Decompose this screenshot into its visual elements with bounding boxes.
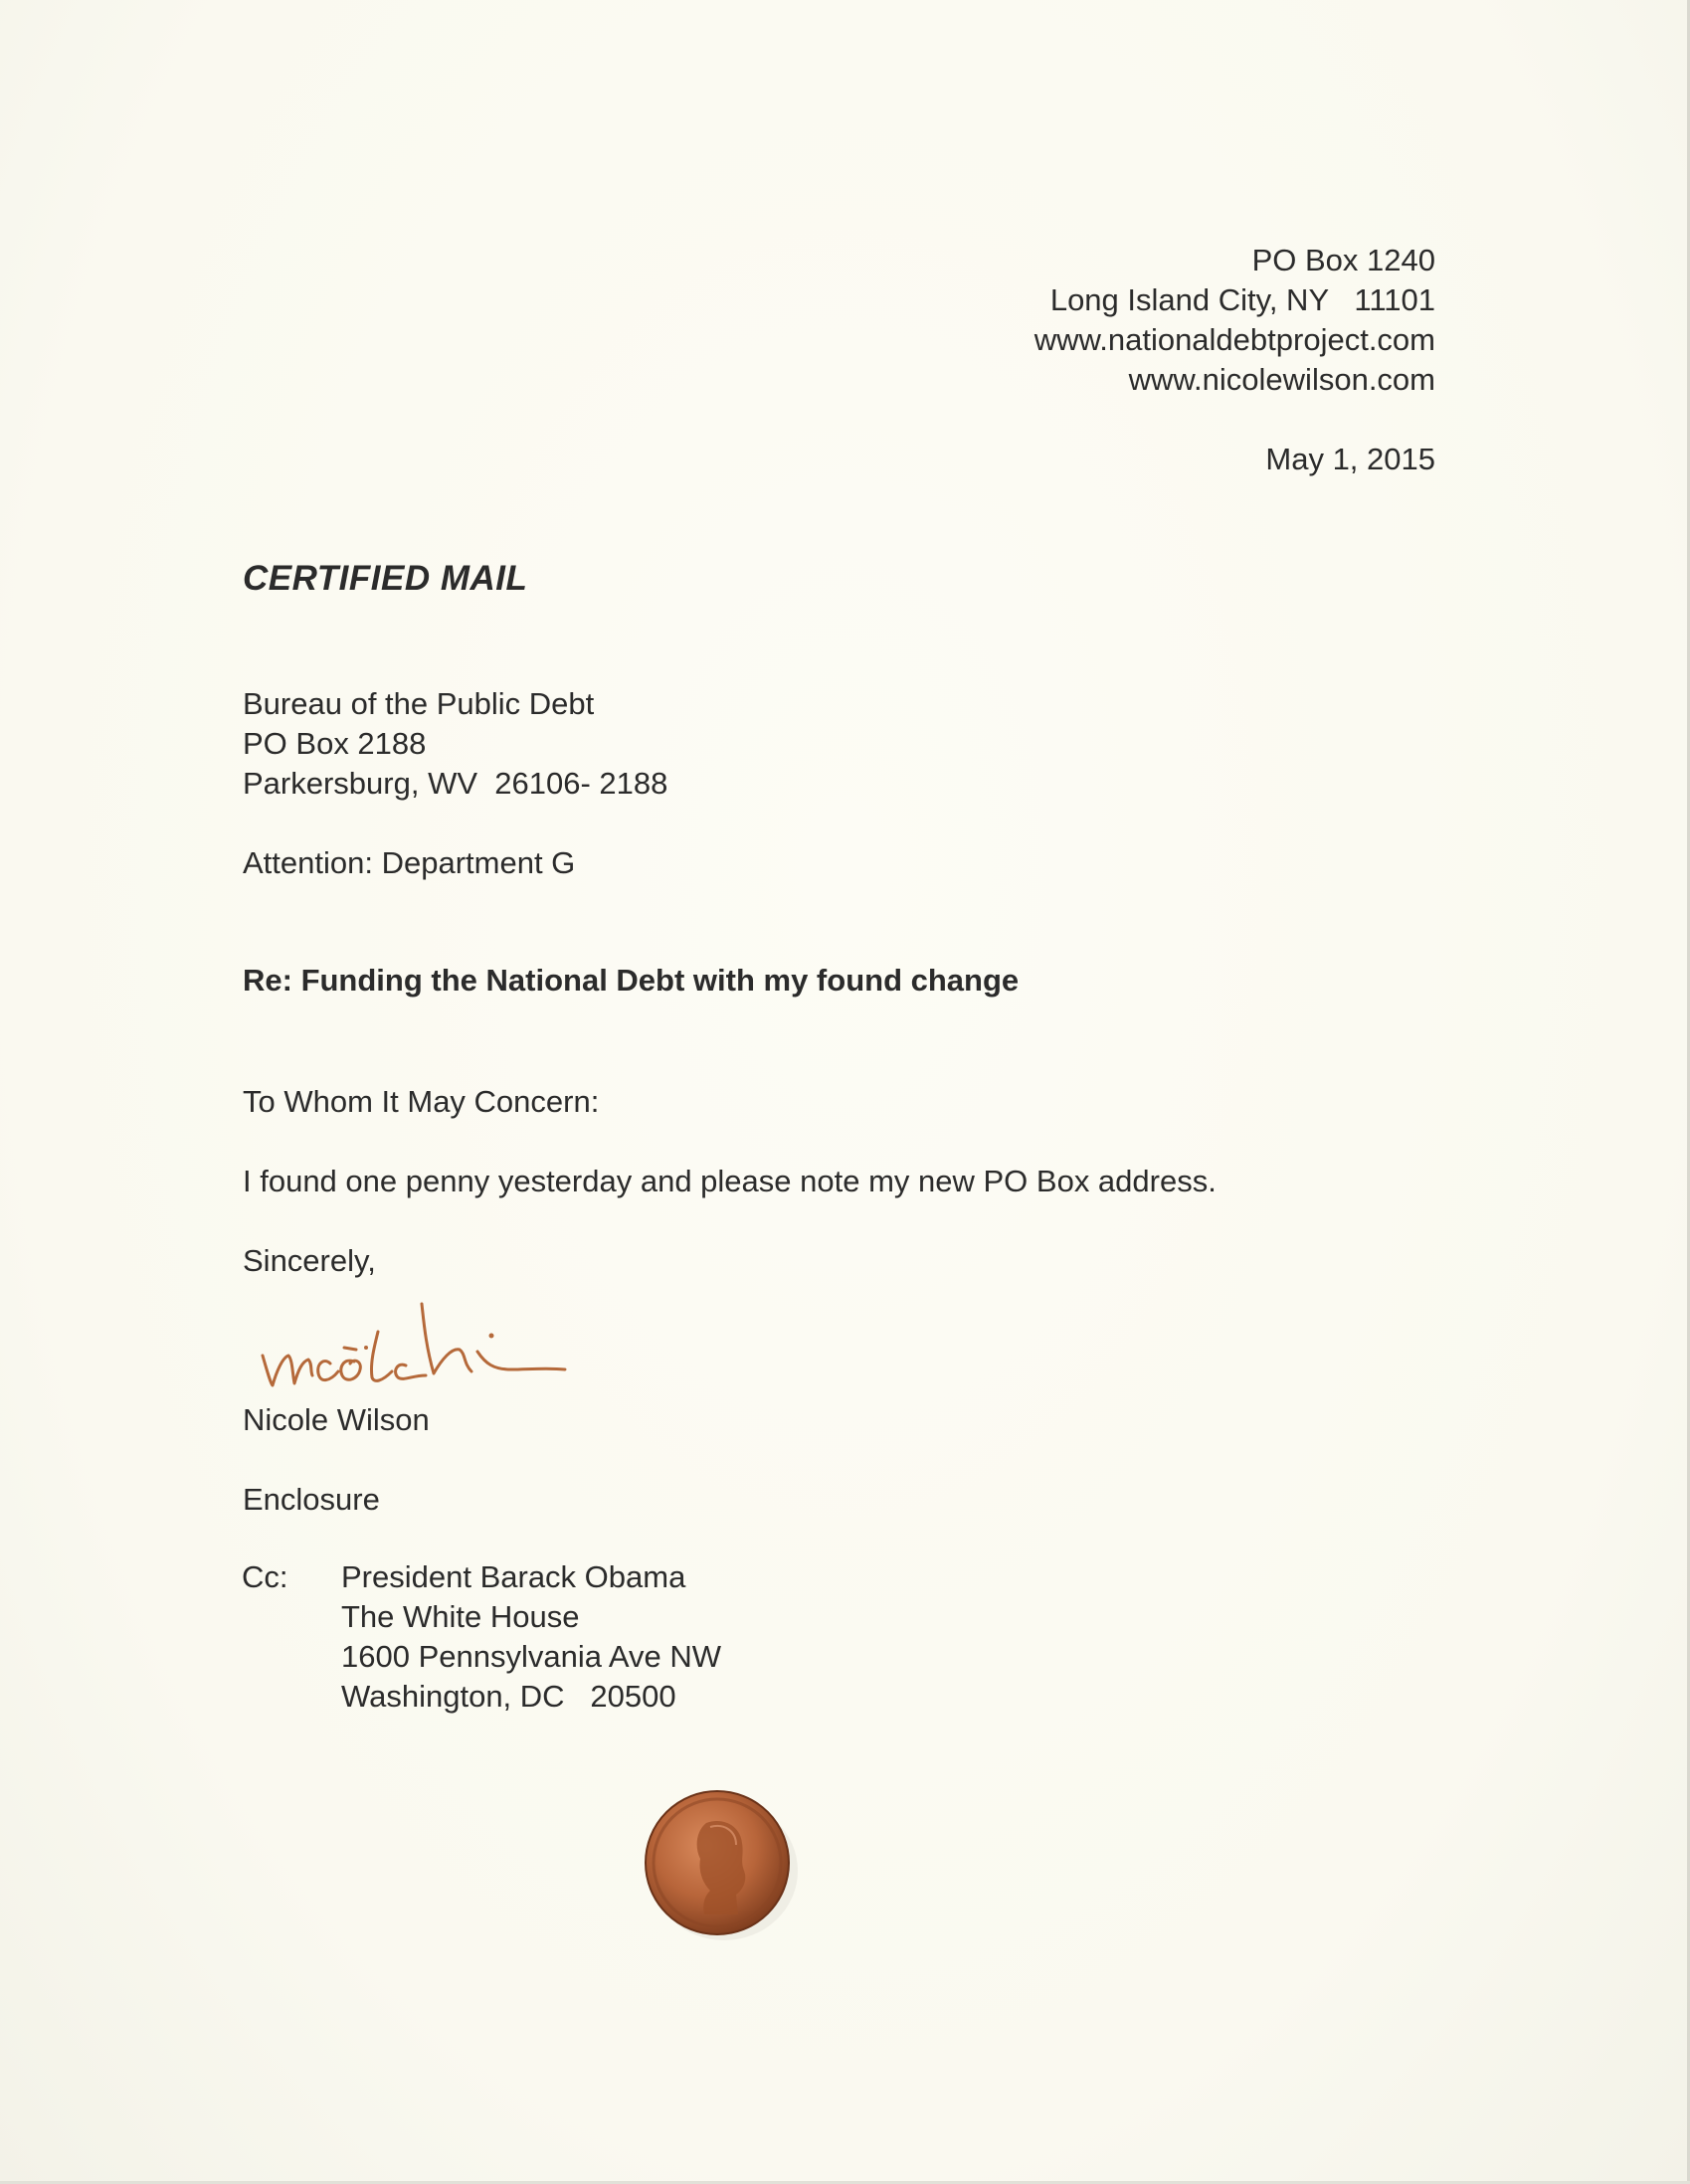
sender-address-line1: PO Box 1240 (1251, 243, 1435, 277)
sender-address-line2: Long Island City, NY 11101 (1049, 282, 1435, 317)
recipient-name: Bureau of the Public Debt (243, 686, 595, 721)
sender-website-2: www.nicolewilson.com (1128, 362, 1435, 397)
mail-type-heading: CERTIFIED MAIL (243, 559, 528, 598)
sender-website-1: www.nationaldebtproject.com (1033, 322, 1435, 357)
cc-line: President Barack Obama (341, 1559, 686, 1594)
penny-icon (645, 1787, 798, 1940)
attention-line: Attention: Department G (243, 845, 576, 880)
subject-line: Re: Funding the National Debt with my found change (243, 963, 1020, 998)
letter-body: I found one penny yesterday and please note my new PO Box address. (243, 1164, 1217, 1198)
cc-label: Cc: (242, 1559, 288, 1594)
cc-line: 1600 Pennsylvania Ave NW (341, 1639, 721, 1674)
salutation: To Whom It May Concern: (243, 1084, 600, 1119)
recipient-address-line2: Parkersburg, WV 26106- 2188 (243, 766, 668, 801)
letter-date: May 1, 2015 (1265, 442, 1435, 476)
recipient-address-line1: PO Box 2188 (243, 726, 427, 761)
enclosure-note: Enclosure (243, 1482, 380, 1517)
handwritten-signature (257, 1298, 591, 1397)
signer-name: Nicole Wilson (243, 1402, 430, 1437)
closing: Sincerely, (243, 1243, 376, 1278)
cc-line: The White House (341, 1599, 580, 1634)
cc-line: Washington, DC 20500 (341, 1679, 676, 1714)
